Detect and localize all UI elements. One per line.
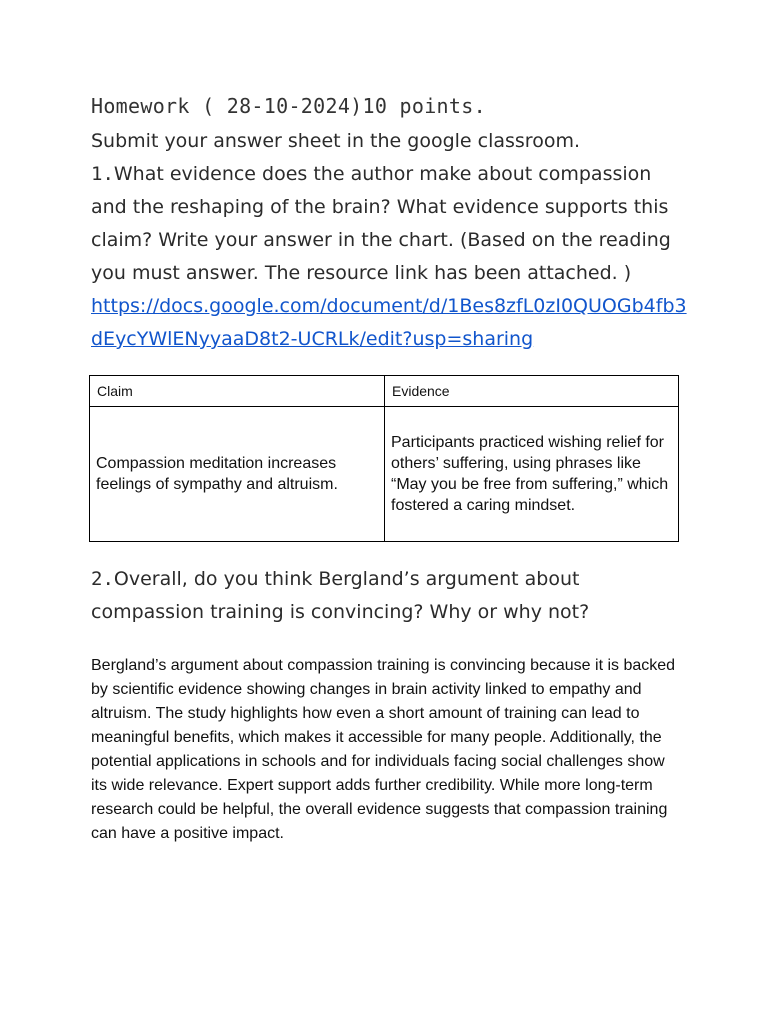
question-2-text: Overall, do you think Bergland’s argument about compassion training is convincing? Why or why not? [91, 568, 590, 623]
question-2 [91, 563, 691, 629]
claim-cell: Compassion meditation increases feelings of sympathy and altruism. [90, 407, 385, 542]
question-1-number: 1. [91, 163, 114, 185]
claim-header: Claim [90, 376, 385, 407]
question-2-number: 2. [91, 568, 114, 590]
claim-evidence-chart [89, 375, 679, 542]
resource-link[interactable]: https://docs.google.com/document/d/1Bes8zfL0zI0QUOGb4fb3dEycYWlENyyaaD8t2-UCRLk/edit?usp=sharing [91, 295, 687, 350]
table-row [90, 407, 679, 542]
evidence-cell: Participants practiced wishing relief for others’ suffering, using phrases like “May you be free from suffering,” which fostered a caring mindset. [385, 407, 679, 542]
homework-title: Homework ( 28-10-2024)10 points. [91, 94, 486, 118]
question-1-text: What evidence does the author make about compassion and the reshaping of the brain? What evidence supports this claim? Write your answer in the chart. (Based on the reading you must answer. The resource link has been attached. ) [91, 163, 671, 284]
answer-2-paragraph: Bergland’s argument about compassion training is convincing because it is backed by scientific evidence showing changes in brain activity linked to empathy and altruism. The study highlights how even a short amount of training can lead to meaningful benefits, which makes it accessible for many people. Additionally, the potential applications in schools and for individuals facing social challenges show its wide relevance. Expert support adds further credibility. While more long-term research could be helpful, the overall evidence suggests that compassion training can have a positive impact. [91, 657, 676, 842]
evidence-header: Evidence [385, 376, 679, 407]
chart-header-row [90, 376, 679, 407]
submission-instruction: Submit your answer sheet in the google classroom. [91, 130, 580, 152]
question-1 [91, 158, 691, 290]
